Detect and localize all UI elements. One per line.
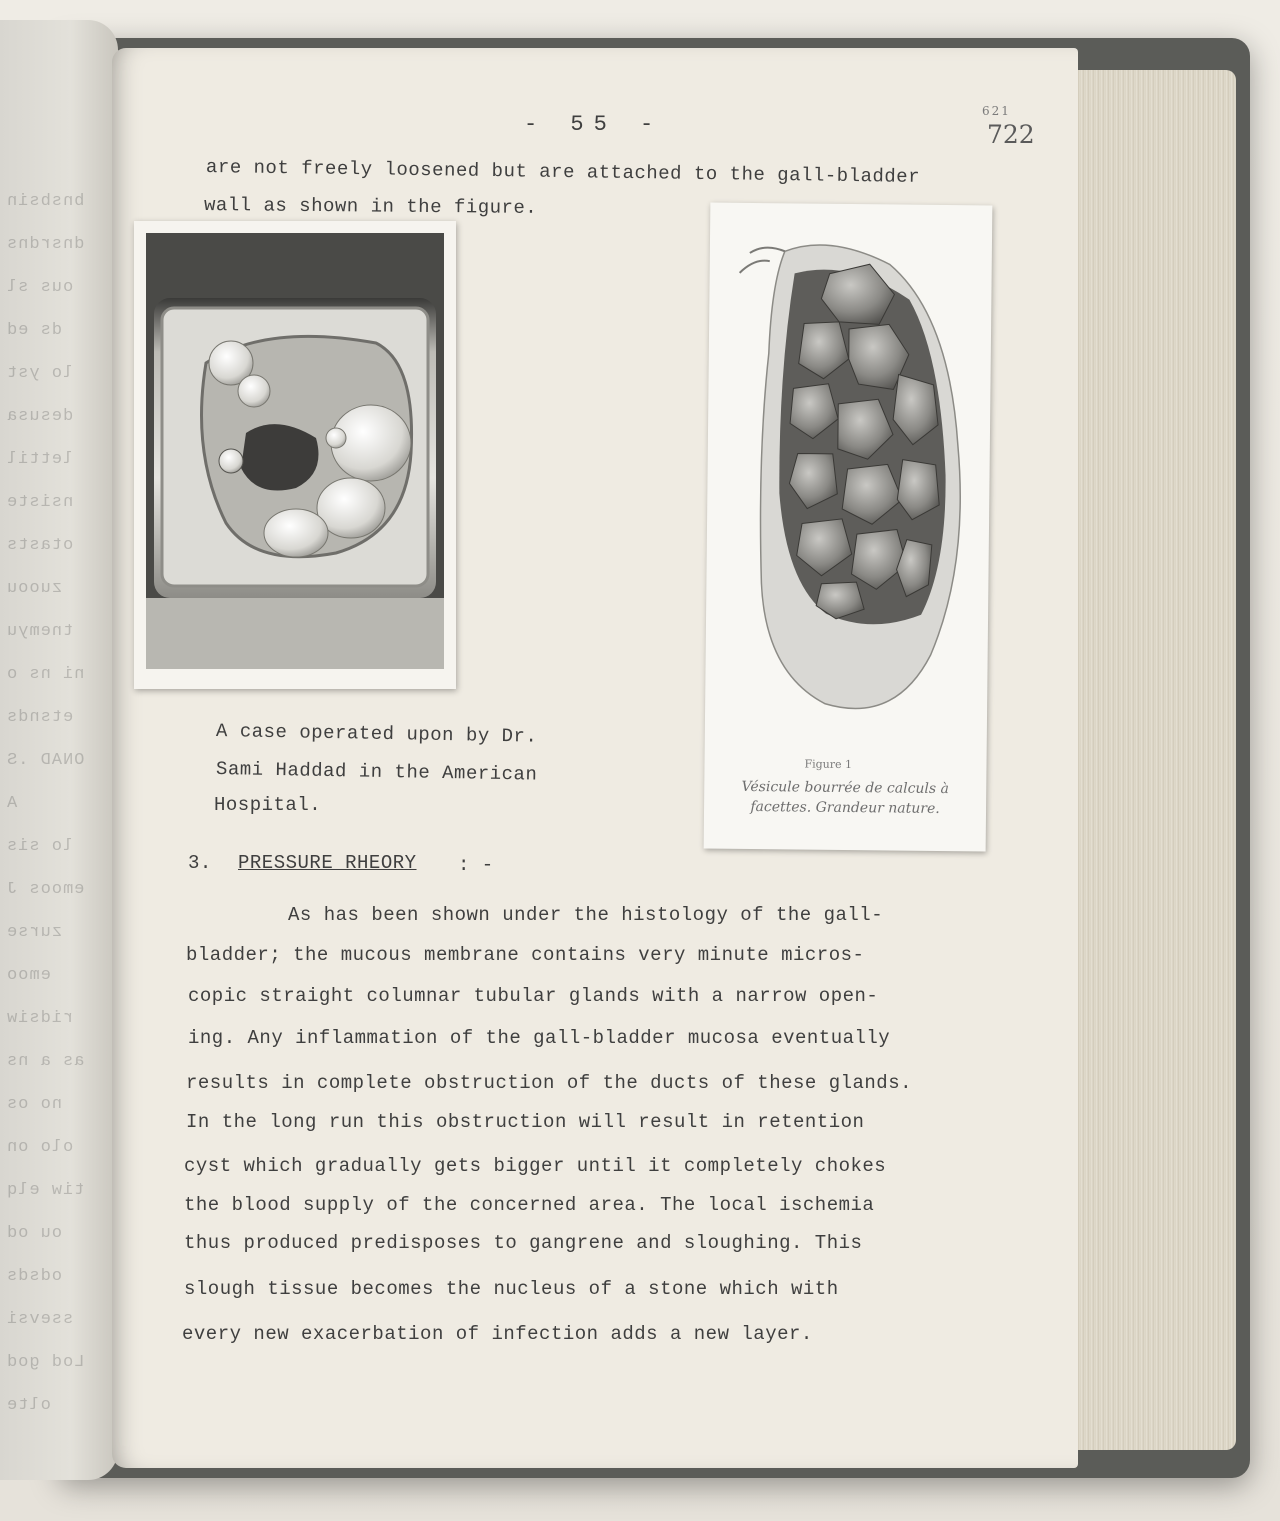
bleed-through-line: olo on <box>6 1138 74 1157</box>
bleed-through-line: lo sis <box>6 837 74 856</box>
photo-caption-line: Sami Haddad in the American <box>215 758 538 786</box>
section-number: 3. <box>188 852 212 874</box>
intro-line: wall as shown in the figure. <box>203 194 538 219</box>
bleed-through-line: ds ed <box>6 321 63 340</box>
specimen-photo-mount <box>134 221 456 689</box>
left-page <box>0 20 118 1480</box>
bleed-through-line: odsds <box>6 1267 63 1286</box>
stamp-number: 722 <box>987 120 1035 149</box>
bleed-through-line: emoo <box>6 966 51 985</box>
body-line: results in complete obstruction of the ducts of these glands. <box>186 1072 913 1094</box>
specimen-photo <box>146 233 444 669</box>
bleed-through-line: ni ns o <box>6 665 85 684</box>
right-page <box>112 48 1078 1468</box>
section-suffix: : - <box>458 854 494 876</box>
bleed-through-text <box>6 180 116 1427</box>
page-edges <box>1060 70 1236 1450</box>
body-line: thus produced predisposes to gangrene and sloughing. This <box>184 1232 863 1254</box>
bleed-through-line: as a ns <box>6 1052 85 1071</box>
pencil-number: 621 <box>982 104 1011 118</box>
photo-caption-line: A case operated upon by Dr. <box>215 720 538 748</box>
bleed-through-line: olte <box>6 1396 51 1415</box>
body-line: every new exacerbation of infection adds a new layer. <box>182 1323 813 1345</box>
intro-line: are not freely loosened but are attached to the gall-bladder <box>205 156 921 188</box>
body-line: cyst which gradually gets bigger until it completely chokes <box>184 1155 887 1177</box>
body-line: slough tissue becomes the nucleus of a stone which with <box>184 1278 839 1300</box>
figure-label: Figure 1 <box>804 757 853 772</box>
bleed-through-line: etsnds <box>6 708 74 727</box>
bleed-through-line: dnsrdns <box>6 235 85 254</box>
bleed-through-line: zurse <box>6 923 63 942</box>
bleed-through-line: no os <box>6 1095 63 1114</box>
body-line: In the long run this obstruction will result in retention <box>186 1111 865 1133</box>
figure-caption: Vésicule bourrée de calculs à facettes. Grandeur nature. <box>741 778 950 817</box>
bleed-through-line: zuoou <box>6 579 63 598</box>
figure-plate <box>704 203 993 852</box>
bleed-through-line: bnsbsin <box>6 192 85 211</box>
section-title: PRESSURE RHEORY <box>238 852 417 874</box>
body-line: ing. Any inflammation of the gall-bladder mucosa eventually <box>188 1027 891 1049</box>
bleed-through-line: ridsiw <box>6 1009 74 1028</box>
gallbladder-illustration <box>705 203 993 766</box>
bleed-through-line: ONAD .S <box>6 751 85 770</box>
photo-caption-line: Hospital. <box>214 794 322 816</box>
bleed-through-line: ou od <box>6 1224 63 1243</box>
bleed-through-line: lo yst <box>6 364 74 383</box>
page-number: - 55 - <box>524 112 664 137</box>
body-line: bladder; the mucous membrane contains very minute micros- <box>186 944 865 966</box>
bleed-through-line: ssevsi <box>6 1310 74 1329</box>
bleed-through-line: desusa <box>6 407 74 426</box>
bleed-through-line: A <box>6 794 18 813</box>
body-line: the blood supply of the concerned area. The local ischemia <box>184 1194 875 1216</box>
body-line: As has been shown under the histology of the gall- <box>288 904 884 926</box>
bleed-through-line: nsiste <box>6 493 74 512</box>
bleed-through-line: otasts <box>6 536 74 555</box>
bleed-through-line: ous sl <box>6 278 74 297</box>
body-line: copic straight columnar tubular glands with a narrow open- <box>188 985 879 1007</box>
bleed-through-line: tiw elq <box>6 1181 85 1200</box>
specimen-photo-image <box>146 233 444 669</box>
bleed-through-line: lettil <box>6 450 74 469</box>
bleed-through-line: emoos J <box>6 880 85 899</box>
bleed-through-line: tnemyu <box>6 622 74 641</box>
bleed-through-line: Lod god <box>6 1353 85 1372</box>
